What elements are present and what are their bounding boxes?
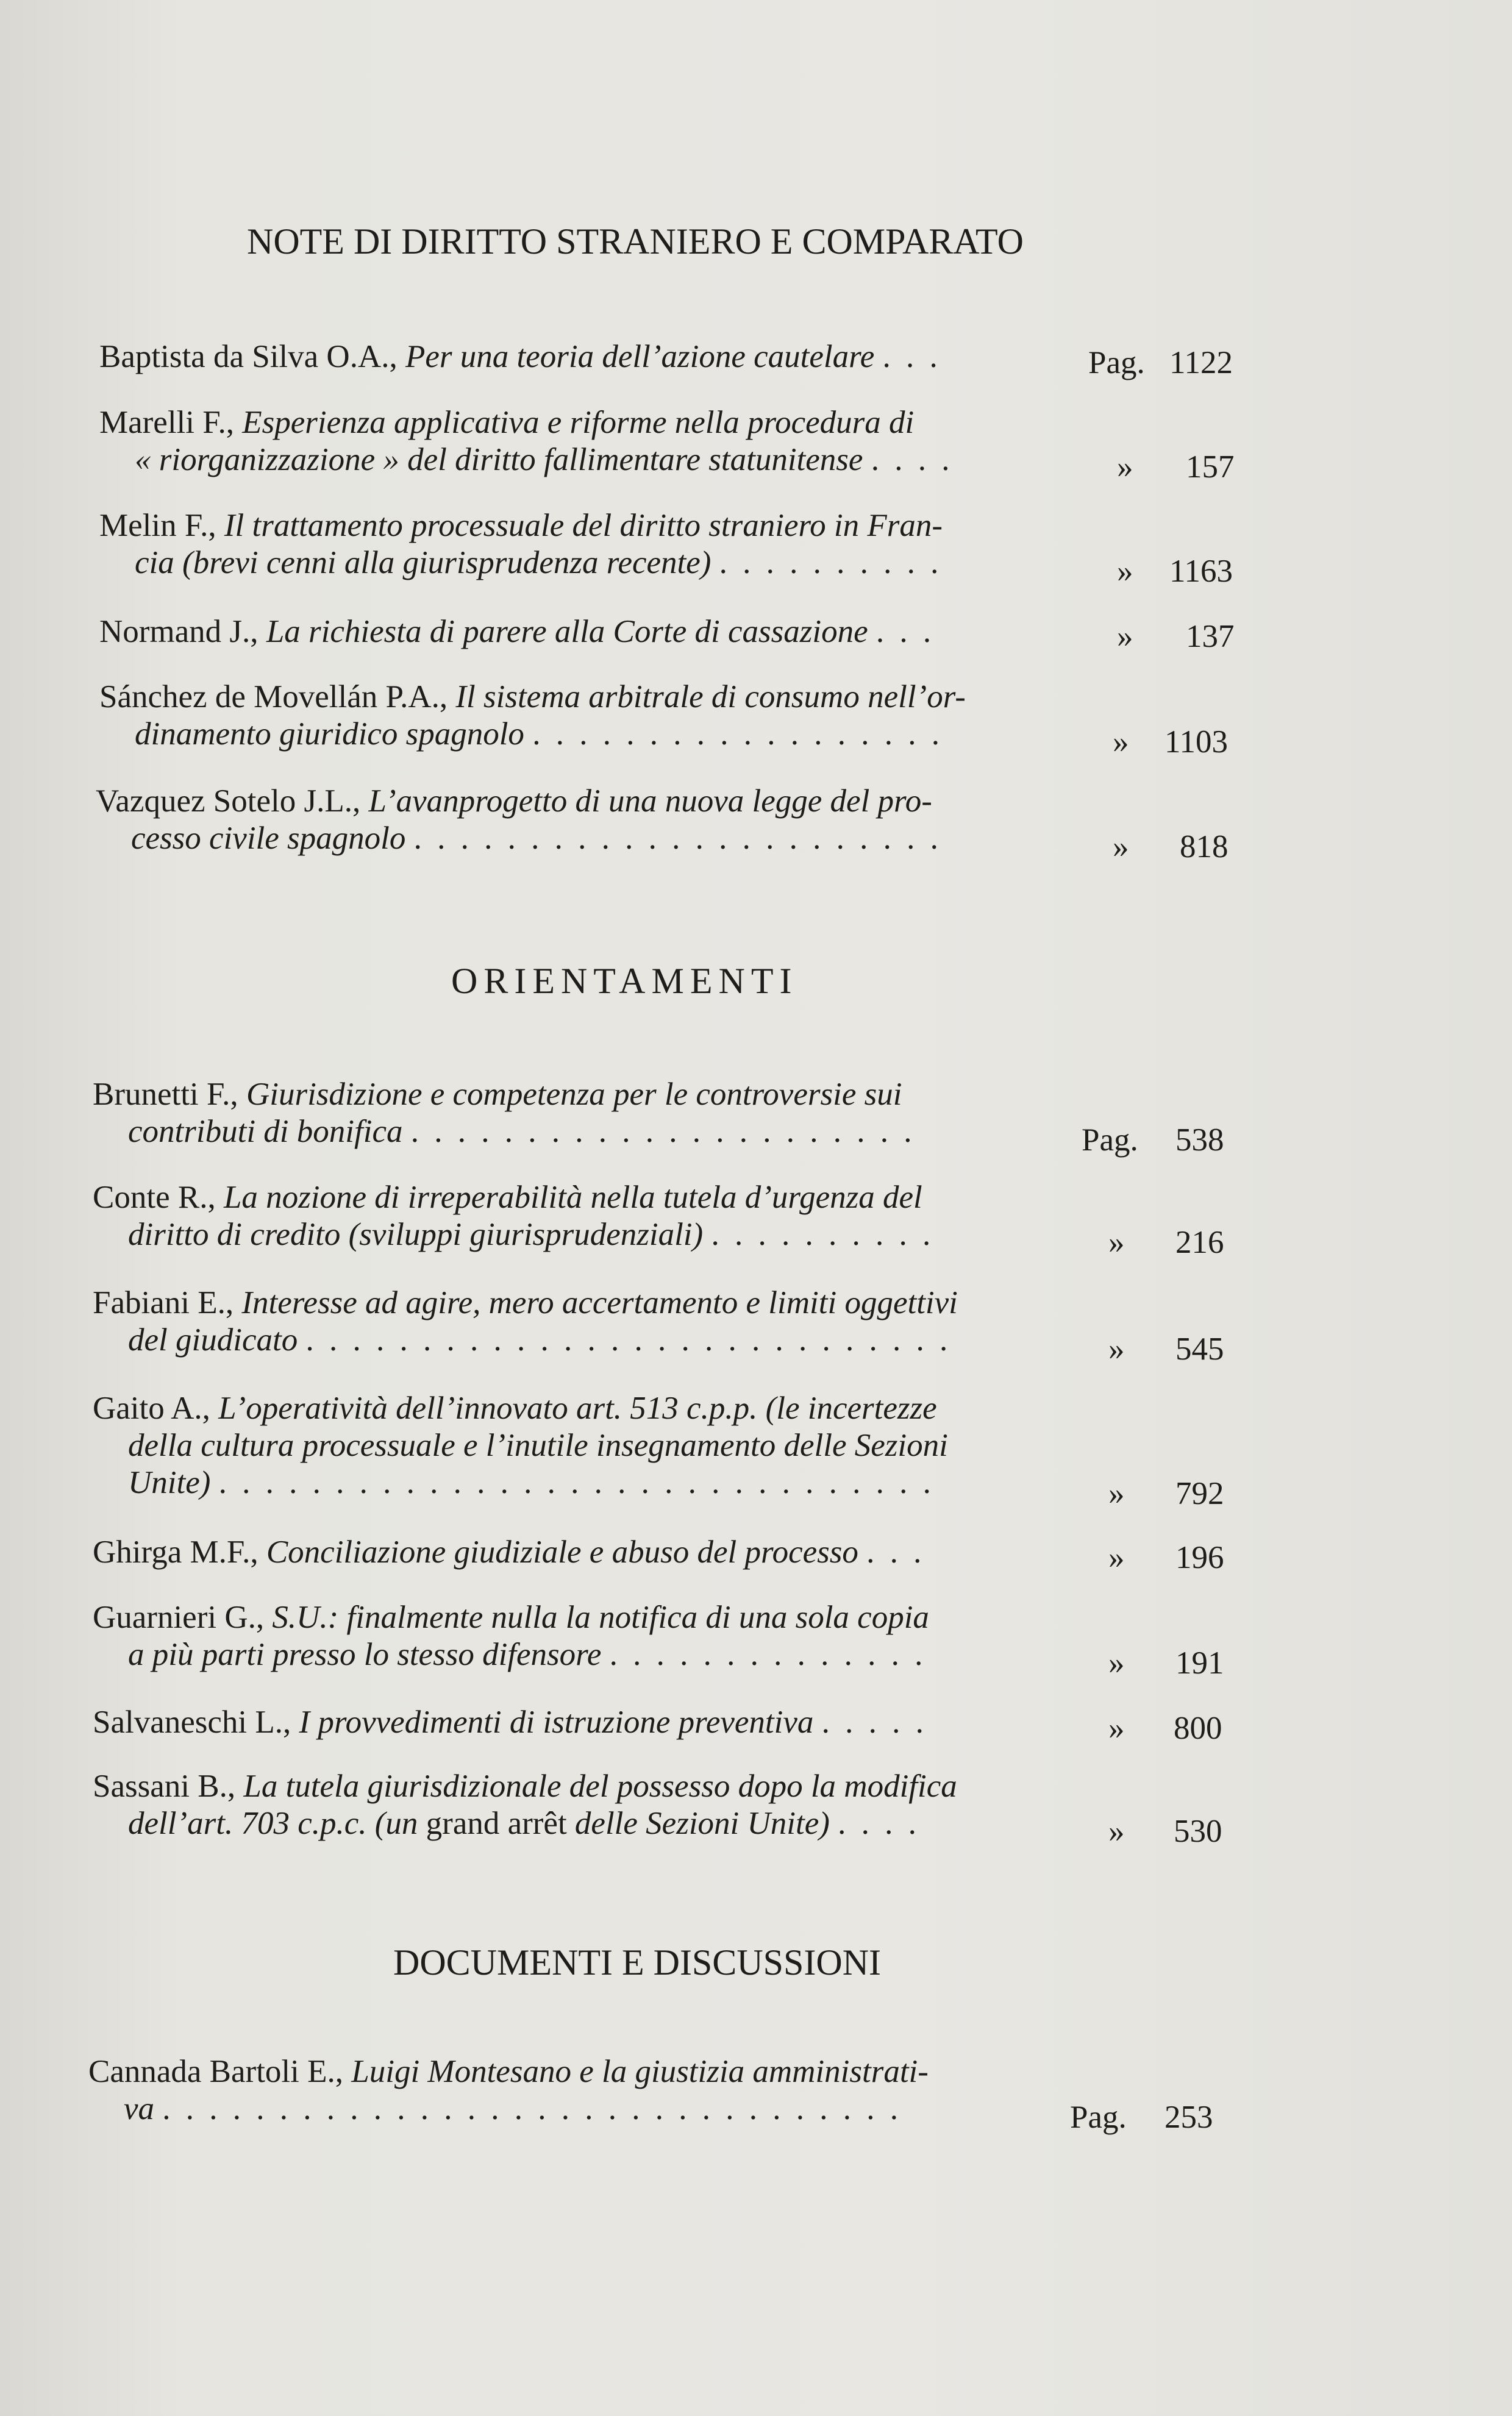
entry-author: Baptista da Silva O.A.,	[99, 339, 398, 374]
leader-dots: . . . .	[871, 442, 954, 477]
page-number: 800	[1174, 1711, 1222, 1746]
page-number: 818	[1180, 829, 1228, 864]
page-label: »	[1108, 1540, 1125, 1575]
leader-dots: . . . . . . . . . . . . . . . . . . . . . .	[410, 1114, 916, 1149]
entry-title: Interesse ad agire, mero accertamento e limiti oggettivi	[241, 1285, 958, 1320]
page-label: »	[1108, 1331, 1125, 1367]
entry-title: S.U.: finalmente nulla la notifica di una sola copia	[272, 1600, 929, 1635]
page-label: Pag.	[1088, 345, 1145, 380]
entry-title-cont: della cultura processuale e l’inutile insegnamento delle Sezioni	[128, 1428, 948, 1463]
entry-author: Vazquez Sotelo J.L.,	[96, 783, 361, 819]
leader-dots: . . . .	[838, 1806, 920, 1841]
entry-title: L’avanprogetto di una nuova legge del pro-	[368, 783, 932, 819]
toc-entry[interactable]	[93, 1534, 925, 1571]
page-number: 538	[1175, 1122, 1224, 1158]
entry-author: Melin F.,	[99, 508, 216, 543]
entry-title: Luigi Montesano e la giustizia amministrati-	[351, 2054, 929, 2089]
section-title-note-diritto: NOTE DI DIRITTO STRANIERO E COMPARATO	[247, 221, 1024, 262]
entry-author: Brunetti F.,	[93, 1077, 238, 1112]
page-number: 530	[1174, 1814, 1222, 1849]
section-title-documenti: DOCUMENTI E DISCUSSIONI	[393, 1942, 882, 1983]
toc-entry[interactable]	[99, 338, 941, 376]
entry-title-cont: dell’art. 703 c.p.c. (un grand arrêt delle Sezioni Unite)	[128, 1806, 830, 1841]
entry-title-cont: « riorganizzazione » del diritto fallimentare statunitense	[135, 442, 863, 477]
toc-entry[interactable]	[99, 404, 953, 479]
entry-title: La tutela giurisdizionale del possesso dopo la modifica	[243, 1769, 957, 1804]
page-label: »	[1117, 554, 1133, 589]
leader-dots: . . . . . . . . . . . . . .	[609, 1637, 927, 1672]
entry-title: I provvedimenti di istruzione preventiva	[299, 1705, 814, 1740]
page-number: 1103	[1164, 724, 1228, 760]
leader-dots: . . .	[875, 614, 935, 649]
leader-dots: . . . . . . . . . . . . . . . . . . . . . . . . . . . . . . .	[218, 1465, 935, 1500]
toc-entry[interactable]	[93, 1768, 957, 1842]
entry-title: Conciliazione giudiziale e abuso del processo	[266, 1534, 858, 1570]
entry-author: Marelli F.,	[99, 405, 234, 440]
page-number: 137	[1186, 619, 1235, 654]
entry-author: Gaito A.,	[93, 1391, 210, 1426]
toc-entry[interactable]	[93, 1599, 929, 1673]
entry-title: Per una teoria dell’azione cautelare	[405, 339, 875, 374]
entry-author: Sassani B.,	[93, 1769, 236, 1804]
entry-title: Esperienza applicativa e riforme nella procedura di	[242, 405, 915, 440]
page-number: 216	[1175, 1225, 1224, 1260]
toc-entry[interactable]	[93, 1390, 948, 1502]
entry-author: Fabiani E.,	[93, 1285, 234, 1320]
page-number: 1122	[1169, 345, 1233, 380]
page-number: 196	[1175, 1540, 1224, 1575]
toc-entry[interactable]	[96, 783, 942, 857]
page-label: »	[1108, 1645, 1125, 1681]
toc-entry[interactable]	[93, 1076, 915, 1150]
upright-phrase: grand arrêt	[426, 1806, 567, 1841]
entry-title: Il sistema arbitrale di consumo nell’or-	[455, 679, 966, 714]
toc-entry[interactable]	[93, 1285, 958, 1359]
entry-title-cont: cia (brevi cenni alla giurisprudenza recente)	[135, 545, 711, 580]
page-label: »	[1108, 1711, 1125, 1746]
leader-dots: . . . . . . . . . .	[719, 545, 943, 580]
page-label: »	[1117, 619, 1133, 654]
entry-author: Salvaneschi L.,	[93, 1705, 291, 1740]
entry-title: La nozione di irreperabilità nella tutela d’urgenza del	[223, 1180, 922, 1215]
leader-dots: . . . . . . . . . . . . . . . . . . . . . . . . . . . . . . . .	[162, 2091, 902, 2126]
entry-title-cont: va	[124, 2091, 155, 2126]
entry-title-cont: dinamento giuridico spagnolo	[135, 716, 524, 752]
toc-entry[interactable]	[99, 679, 966, 753]
entry-author: Guarnieri G.,	[93, 1600, 265, 1635]
page-label: »	[1108, 1814, 1125, 1849]
toc-entry[interactable]	[99, 507, 943, 582]
section-title-orientamenti: ORIENTAMENTI	[451, 961, 798, 1001]
leader-dots: . . . . . . . . . . . . . . . . . .	[532, 716, 943, 752]
entry-title-cont: a più parti presso lo stesso difensore	[128, 1637, 602, 1672]
page-label: »	[1113, 829, 1129, 864]
toc-entry[interactable]	[93, 1179, 934, 1253]
page-label: »	[1113, 724, 1129, 760]
entry-title: L’operatività dell’innovato art. 513 c.p.p. (le incertezze	[218, 1391, 937, 1426]
leader-dots: . . . . . . . . . .	[711, 1217, 935, 1252]
leader-dots: . . .	[866, 1534, 925, 1570]
page-number: 545	[1175, 1331, 1224, 1367]
toc-entry[interactable]	[99, 613, 935, 650]
entry-title-cont: contributi di bonifica	[128, 1114, 403, 1149]
entry-title: La richiesta di parere alla Corte di cassazione	[266, 614, 868, 649]
leader-dots: . . . . . . . . . . . . . . . . . . . . . . . . . . . .	[305, 1322, 952, 1358]
page-number: 191	[1175, 1645, 1224, 1681]
page-number: 157	[1186, 449, 1235, 485]
page-label: »	[1117, 449, 1133, 485]
entry-title-cont: diritto di credito (sviluppi giurisprudenziali)	[128, 1217, 704, 1252]
entry-author: Sánchez de Movellán P.A.,	[99, 679, 448, 714]
leader-dots: . . .	[882, 339, 941, 374]
leader-dots: . . . . .	[821, 1705, 927, 1740]
page-number: 792	[1175, 1476, 1224, 1511]
entry-author: Normand J.,	[99, 614, 259, 649]
entry-title: Giurisdizione e competenza per le controversie sui	[246, 1077, 902, 1112]
entry-title-cont: cesso civile spagnolo	[131, 821, 406, 856]
leader-dots: . . . . . . . . . . . . . . . . . . . . . . .	[413, 821, 942, 856]
toc-entry[interactable]	[93, 1704, 927, 1741]
page-number: 253	[1164, 2100, 1213, 2135]
entry-title: Il trattamento processuale del diritto straniero in Fran-	[224, 508, 943, 543]
page-label: »	[1108, 1225, 1125, 1260]
page-label: Pag.	[1082, 1122, 1138, 1158]
page-number: 1163	[1169, 554, 1233, 589]
entry-author: Ghirga M.F.,	[93, 1534, 259, 1570]
entry-title-cont: Unite)	[128, 1465, 211, 1500]
entry-author: Conte R.,	[93, 1180, 216, 1215]
page-label: »	[1108, 1476, 1125, 1511]
entry-title-cont: del giudicato	[128, 1322, 298, 1358]
toc-entry[interactable]	[88, 2053, 929, 2128]
entry-author: Cannada Bartoli E.,	[88, 2054, 343, 2089]
page-label: Pag.	[1070, 2100, 1127, 2135]
